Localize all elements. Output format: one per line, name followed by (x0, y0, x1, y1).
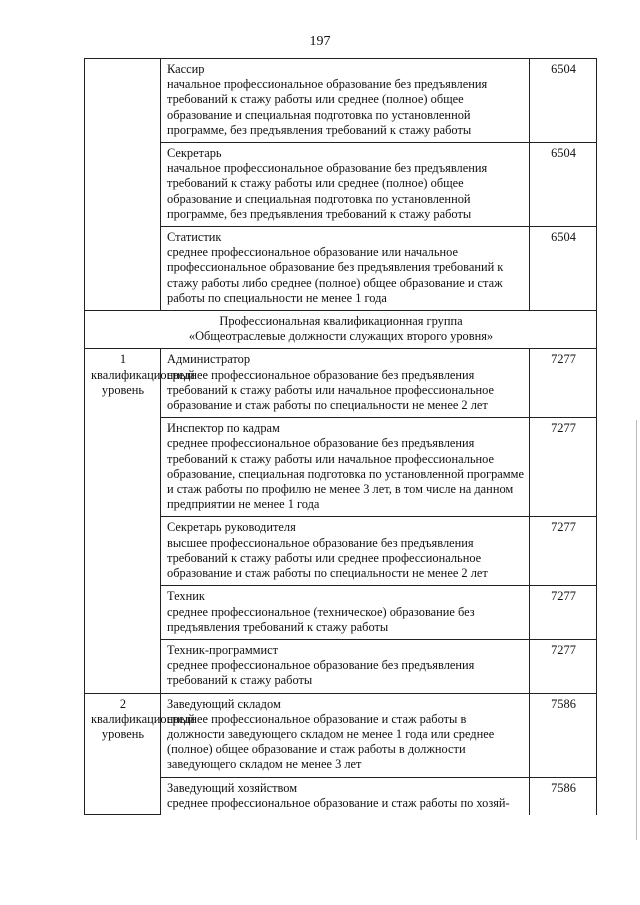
salary-amount: 7277 (530, 418, 597, 517)
level-cell-empty (85, 59, 161, 311)
table-row (85, 586, 597, 640)
position-title: Заведующий складом (167, 696, 281, 711)
position-title: Заведующий хозяйством (167, 780, 298, 795)
position-cell (161, 227, 530, 311)
group-header-line1: Профессиональная квалификационная группа (219, 314, 463, 329)
table-row (85, 418, 597, 517)
group-header-line2: «Общеотраслевые должности служащих второго уровня» (188, 329, 494, 344)
table-row (85, 59, 597, 143)
position-requirements: начальное профессиональное образование без предъявления требований к стажу работы или среднее (полное) общее образование и специальная подготовка по установленной программе, без предъявления требований к стажу работы (167, 77, 488, 137)
position-cell (161, 777, 530, 815)
qualification-level-2: 2 квалификационный уровень (85, 693, 161, 815)
scan-edge-line (636, 420, 637, 840)
salary-table (84, 58, 597, 815)
position-cell (161, 693, 530, 777)
table-row (85, 639, 597, 693)
position-requirements: среднее профессиональное образование и стаж работы по хозяй- (167, 795, 510, 810)
table-row (85, 349, 597, 418)
position-title: Секретарь руководителя (167, 520, 296, 535)
salary-amount: 7277 (530, 639, 597, 693)
position-requirements: среднее профессиональное образование без предъявления требований к стажу работы или начальное профессиональное образование и стаж работы по специальности не менее 2 лет (167, 367, 495, 413)
salary-amount: 6504 (530, 227, 597, 311)
position-title: Секретарь (167, 146, 222, 161)
salary-amount: 7277 (530, 517, 597, 586)
salary-amount: 7586 (530, 693, 597, 777)
salary-amount: 7277 (530, 349, 597, 418)
position-title: Статистик (167, 230, 222, 245)
position-cell (161, 143, 530, 227)
position-cell (161, 349, 530, 418)
position-title: Администратор (167, 352, 251, 367)
salary-amount: 6504 (530, 143, 597, 227)
salary-amount: 7277 (530, 586, 597, 640)
salary-amount: 6504 (530, 59, 597, 143)
position-cell (161, 517, 530, 586)
position-requirements: среднее профессиональное образование и стаж работы в должности заведующего складом не менее 1 года или среднее (полное) общее образование и стаж работы в должности заведующего складом не менее 3 лет (167, 711, 495, 772)
table-row (85, 693, 597, 777)
table-row (85, 143, 597, 227)
position-requirements: начальное профессиональное образование без предъявления требований к стажу работы или среднее (полное) общее образование и специальная подготовка по установленной программе, без предъявления требований к стажу работы (167, 161, 488, 221)
position-cell (161, 586, 530, 640)
table-row (85, 227, 597, 311)
position-requirements: среднее профессиональное образование без предъявления требований к стажу работы или начальное профессиональное образование, специальная подготовка по установленной программе и стаж работы по профилю не менее 3 лет, в том числе на данном предприятии не менее 1 года (167, 436, 524, 512)
group-header (85, 311, 597, 349)
position-cell (161, 639, 530, 693)
table-row (85, 777, 597, 815)
position-title: Инспектор по кадрам (167, 421, 280, 436)
qualification-level-1: 1 квалификационный уровень (85, 349, 161, 693)
position-requirements: среднее профессиональное образование без предъявления требований к стажу работы (167, 658, 475, 688)
position-title: Техник (167, 589, 205, 604)
position-requirements: высшее профессиональное образование без предъявления требований к стажу работы или среднее профессиональное образование и стаж работы по специальности не менее 2 лет (167, 535, 488, 581)
page-number: 197 (309, 34, 331, 49)
position-cell (161, 59, 530, 143)
position-cell (161, 418, 530, 517)
position-requirements: среднее профессиональное образование или начальное профессиональное образование без предъявления требований к стажу работы либо среднее (полное) общее образование и стаж работы по специальности не менее 1 года (167, 245, 504, 305)
position-requirements: среднее профессиональное (техническое) образование без предъявления требований к стажу работы (167, 604, 475, 634)
group-header-row (85, 311, 597, 349)
position-title: Кассир (167, 62, 205, 76)
position-title: Техник-программист (167, 642, 279, 657)
salary-amount: 7586 (530, 777, 597, 815)
table-row (85, 517, 597, 586)
